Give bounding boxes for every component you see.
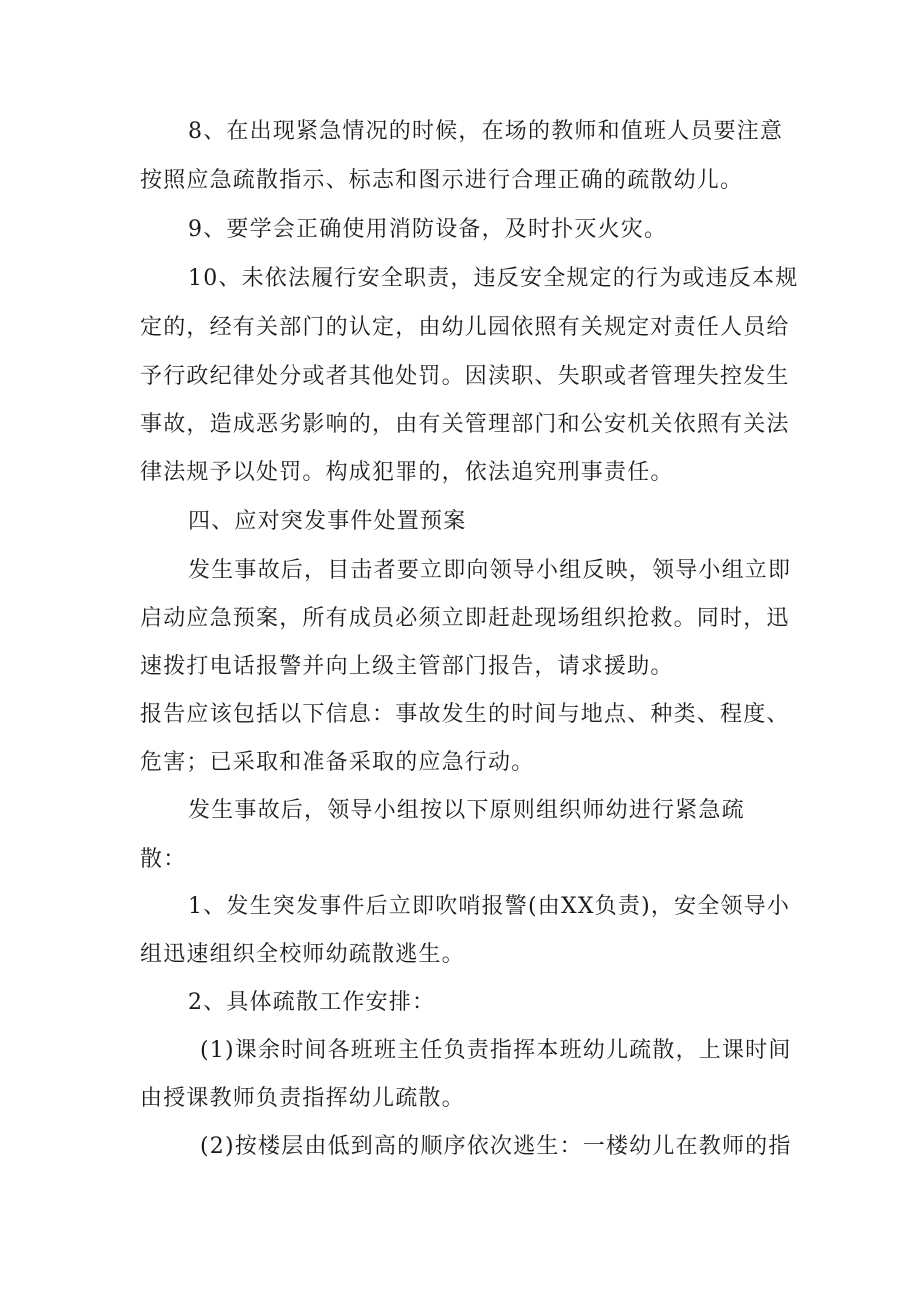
- text-line: 律法规予以处罚。构成犯罪的，依法追究刑事责任。: [140, 460, 674, 485]
- text-line: 事故，造成恶劣影响的，由有关管理部门和公安机关依照有关法: [140, 412, 790, 437]
- text-line: 散：: [140, 847, 187, 872]
- text-line: 速拨打电话报警并向上级主管部门报告，请求援助。: [140, 654, 674, 679]
- text-line: 报告应该包括以下信息：事故发生的时间与地点、种类、程度、: [140, 702, 790, 727]
- text-line: 组迅速组织全校师幼疏散逃生。: [140, 942, 465, 967]
- text-line: 由授课教师负责指挥幼儿疏散。: [140, 1086, 465, 1111]
- text-line: 予行政纪律处分或者其他处罚。因渎职、失职或者管理失控发生: [140, 364, 790, 389]
- text-line: (1)课余时间各班班主任负责指挥本班幼儿疏散，上课时间: [200, 1038, 792, 1063]
- text-line: 1、发生突发事件后立即吹哨报警(由XX负责)，安全领导小: [188, 894, 791, 919]
- text-line: 危害；已采取和准备采取的应急行动。: [140, 750, 535, 775]
- text-line: 发生事故后，领导小组按以下原则组织师幼进行紧急疏: [188, 798, 745, 823]
- text-line: 2、具体疏散工作安排：: [188, 990, 436, 1015]
- text-line: 9、要学会正确使用消防设备，及时扑灭火灾。: [188, 217, 668, 242]
- text-line: 启动应急预案，所有成员必须立即赶赴现场组织抢救。同时，迅: [140, 606, 790, 631]
- section-heading: 四、应对突发事件处置预案: [188, 509, 467, 534]
- text-line: 按照应急疏散指示、标志和图示进行合理正确的疏散幼儿。: [140, 168, 744, 193]
- text-line: 发生事故后，目击者要立即向领导小组反映，领导小组立即: [188, 558, 792, 583]
- text-line: (2)按楼层由低到高的顺序依次逃生：一楼幼儿在教师的指: [200, 1134, 792, 1159]
- text-line: 8、在出现紧急情况的时候，在场的教师和值班人员要注意: [188, 119, 784, 144]
- text-line: 定的，经有关部门的认定，由幼儿园依照有关规定对责任人员给: [140, 315, 790, 340]
- text-line: 10、未依法履行安全职责，违反安全规定的行为或违反本规: [188, 266, 799, 291]
